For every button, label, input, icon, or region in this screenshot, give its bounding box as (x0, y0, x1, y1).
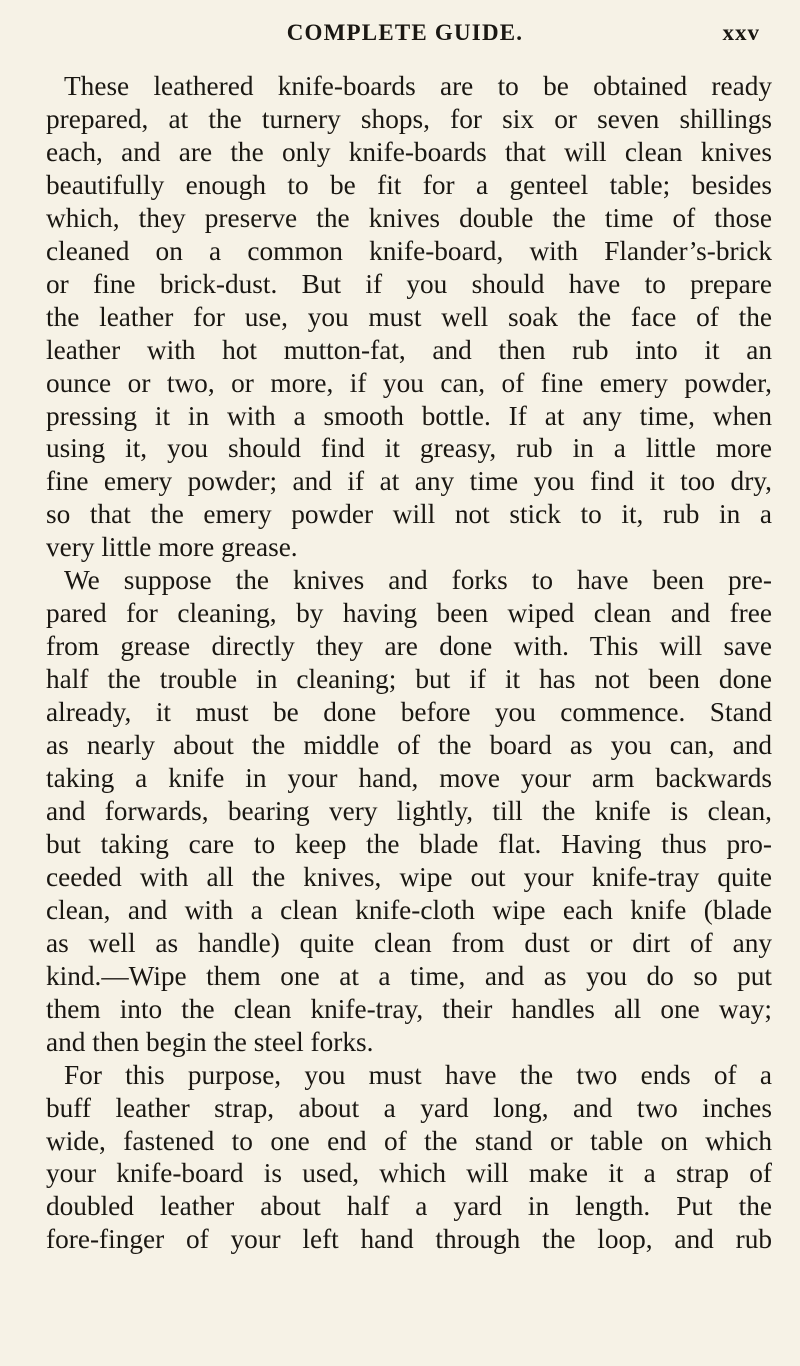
text-line: doubled leather about half a yard in length. Put the (46, 1191, 772, 1222)
running-head-title: COMPLETE GUIDE. (286, 20, 524, 45)
text-line: kind.—Wipe them one at a time, and as you do so put (46, 960, 772, 991)
page-number: xxv (722, 20, 760, 45)
text-line: very little more grease. (46, 532, 298, 563)
text-line: and then begin the steel forks. (46, 1026, 374, 1057)
running-head (50, 14, 760, 54)
body-text (46, 70, 772, 1256)
text-line: taking a knife in your hand, move your arm backwards (46, 763, 772, 794)
text-line: ounce or two, or more, if you can, of fine emery powder, (46, 367, 772, 398)
text-line: beautifully enough to be fit for a genteel table; besides (46, 169, 772, 200)
text-line: prepared, at the turnery shops, for six or seven shillings (46, 103, 772, 134)
text-line: clean, and with a clean knife-cloth wipe each knife (blade (46, 894, 772, 925)
text-line: wide, fastened to one end of the stand or table on which (46, 1125, 772, 1156)
text-line: your knife-board is used, which will make it a strap of (46, 1158, 772, 1189)
text-line: using it, you should find it greasy, rub in a little more (46, 433, 772, 464)
text-line: the leather for use, you must well soak the face of the (46, 301, 772, 332)
text-line: pressing it in with a smooth bottle. If at any time, when (46, 400, 772, 431)
text-line: half the trouble in cleaning; but if it has not been done (46, 664, 772, 695)
paragraph (46, 70, 772, 564)
text-line: and forwards, bearing very lightly, till the knife is clean, (46, 795, 772, 826)
text-line: ceeded with all the knives, wipe out your knife-tray quite (46, 861, 772, 892)
text-line: each, and are the only knife-boards that will clean knives (46, 136, 772, 167)
text-line: as well as handle) quite clean from dust or dirt of any (46, 927, 772, 958)
text-line: These leathered knife-boards are to be obtained ready (64, 71, 772, 101)
text-line: already, it must be done before you commence. Stand (46, 697, 772, 728)
text-line: or fine brick-dust. But if you should have to prepare (46, 268, 772, 299)
text-line: pared for cleaning, by having been wiped clean and free (46, 598, 772, 629)
text-line: fine emery powder; and if at any time you find it too dry, (46, 466, 772, 497)
text-line: fore-finger of your left hand through the loop, and rub (46, 1224, 772, 1255)
text-line: them into the clean knife-tray, their handles all one way; (46, 993, 772, 1024)
paragraph (46, 1059, 772, 1257)
text-line: buff leather strap, about a yard long, and two inches (46, 1092, 772, 1123)
paragraph (46, 564, 772, 1058)
text-line: For this purpose, you must have the two ends of a (64, 1059, 772, 1090)
text-line: leather with hot mutton-fat, and then rub into it an (46, 334, 772, 365)
text-line: so that the emery powder will not stick to it, rub in a (46, 499, 772, 530)
text-line: We suppose the knives and forks to have been pre- (64, 565, 772, 596)
text-line: which, they preserve the knives double the time of those (46, 202, 772, 233)
text-line: from grease directly they are done with. This will save (46, 631, 772, 662)
text-line: as nearly about the middle of the board as you can, and (46, 730, 772, 761)
text-line: cleaned on a common knife-board, with Flander’s-brick (46, 235, 772, 266)
text-line: but taking care to keep the blade flat. Having thus pro- (46, 828, 772, 859)
